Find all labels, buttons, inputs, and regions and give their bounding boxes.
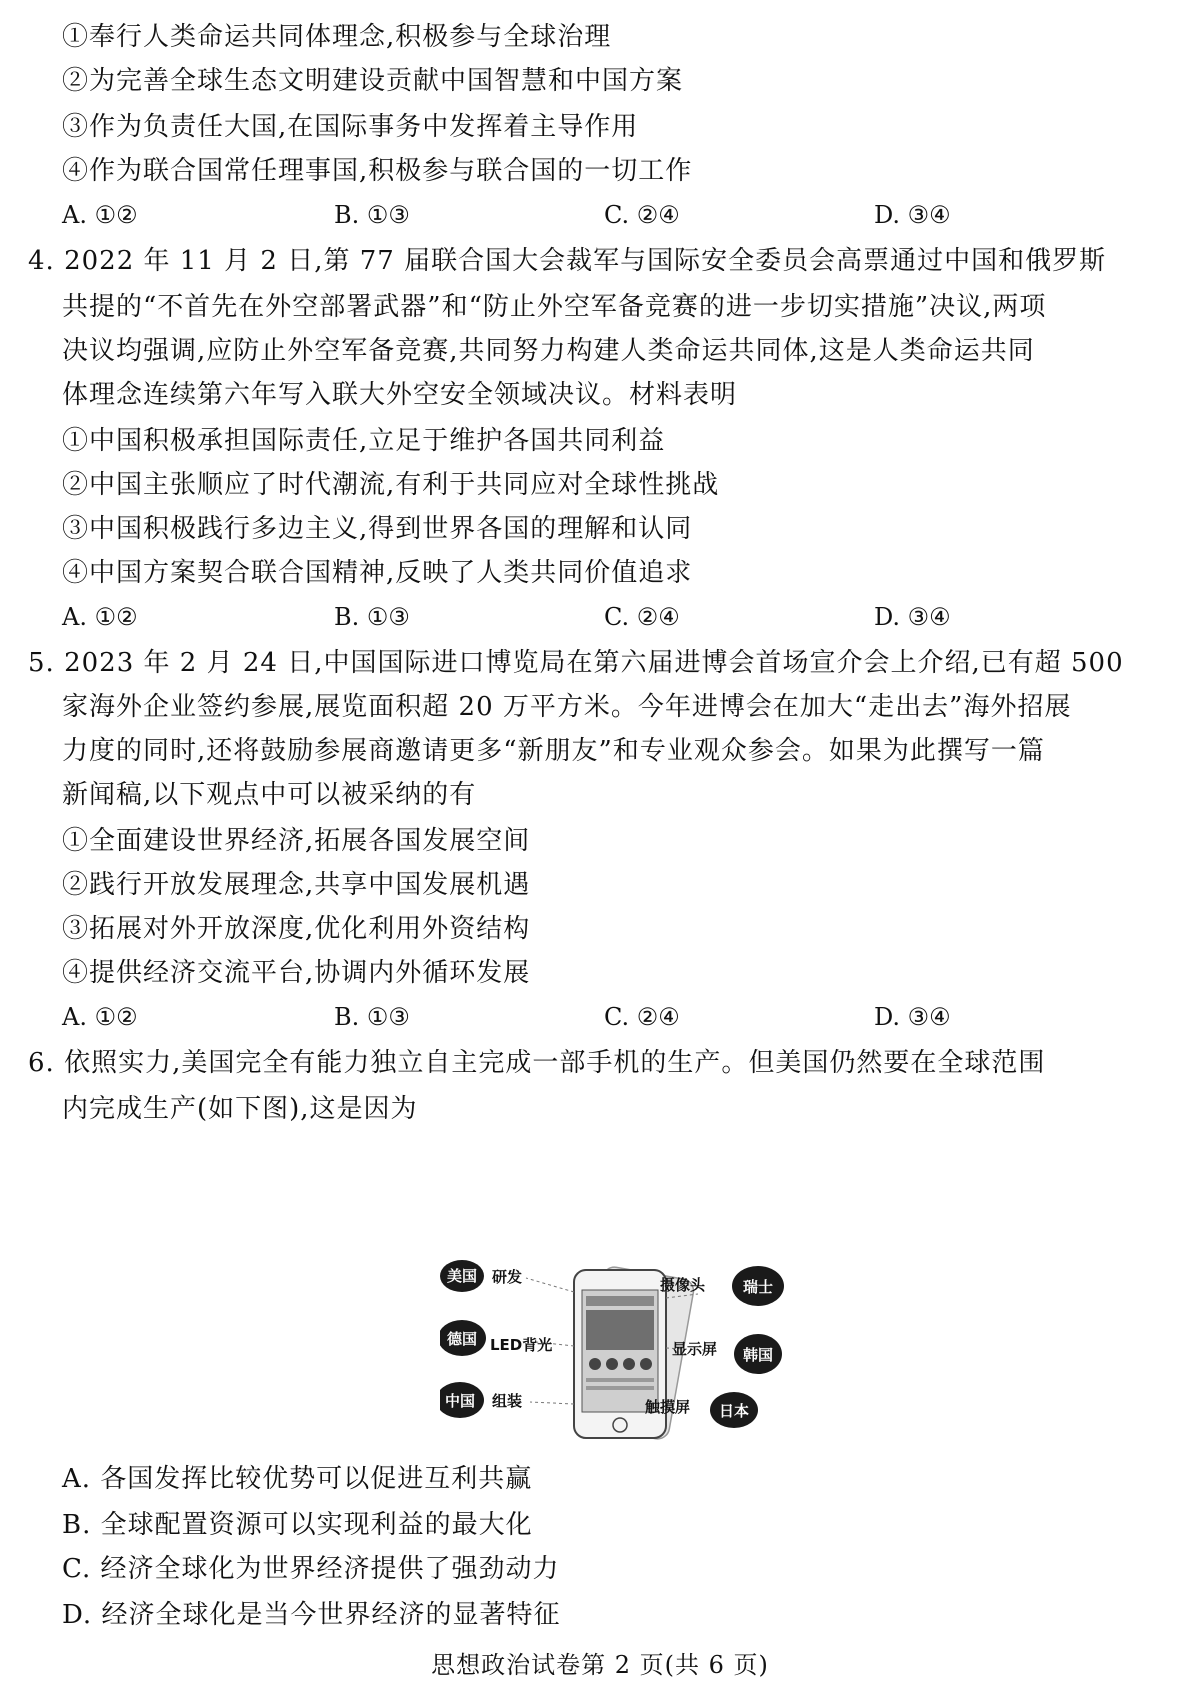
- page-footer: 思想政治试卷第 2 页(共 6 页): [431, 1651, 769, 1679]
- country-germany: 德国: [446, 1330, 478, 1348]
- q5-option-c: C. ②④: [604, 1003, 680, 1031]
- part-display: 显示屏: [672, 1340, 718, 1358]
- app-icon-2: [606, 1358, 618, 1370]
- q5-stem-line-4: 新闻稿,以下观点中可以被采纳的有: [62, 780, 477, 810]
- part-camera: 摄像头: [660, 1276, 706, 1294]
- q6-option-c: C. 经济全球化为世界经济提供了强劲动力: [62, 1554, 560, 1584]
- q3-statement-3: ③作为负责任大国,在国际事务中发挥着主导作用: [62, 112, 639, 142]
- q4-option-c: C. ②④: [604, 603, 680, 631]
- phone-screen-row: [586, 1378, 654, 1382]
- q5-statement-2: ②践行开放发展理念,共享中国发展机遇: [62, 870, 531, 900]
- q5-option-d: D. ③④: [874, 1003, 951, 1031]
- country-switzerland: 瑞士: [742, 1278, 774, 1296]
- q4-option-d: D. ③④: [874, 603, 951, 631]
- q3-option-b: B. ①③: [334, 201, 410, 229]
- role-assembly: 组装: [492, 1392, 523, 1410]
- q3-option-c: C. ②④: [604, 201, 680, 229]
- q3-statement-2: ②为完善全球生态文明建设贡献中国智慧和中国方案: [62, 66, 684, 96]
- q6-option-d: D. 经济全球化是当今世界经济的显著特征: [62, 1600, 561, 1630]
- q3-option-d: D. ③④: [874, 201, 951, 229]
- q6-stem-line-1: 6. 依照实力,美国完全有能力独立自主完成一部手机的生产。但美国仍然要在全球范围: [28, 1048, 1046, 1078]
- q3-option-a: A. ①②: [62, 201, 138, 229]
- q5-option-b: B. ①③: [334, 1003, 410, 1031]
- q6-option-a: A. 各国发挥比较优势可以促进互利共赢: [62, 1464, 533, 1494]
- q4-stem-line-3: 决议均强调,应防止外空军备竞赛,共同努力构建人类命运共同体,这是人类命运共同: [62, 336, 1035, 366]
- q5-statement-4: ④提供经济交流平台,协调内外循环发展: [62, 958, 531, 988]
- q4-option-a: A. ①②: [62, 603, 138, 631]
- q3-statement-4: ④作为联合国常任理事国,积极参与联合国的一切工作: [62, 156, 693, 186]
- app-icon-4: [640, 1358, 652, 1370]
- q5-statement-3: ③拓展对外开放深度,优化利用外资结构: [62, 914, 531, 944]
- connector-line: [526, 1278, 574, 1292]
- q4-statement-4: ④中国方案契合联合国精神,反映了人类共同价值追求: [62, 558, 693, 588]
- q5-stem-line-1: 5. 2023 年 2 月 24 日,中国国际进口博览局在第六届进博会首场宣介会上介绍,已有超 500: [28, 648, 1124, 678]
- role-research: 研发: [492, 1268, 523, 1286]
- phone-screen-header: [586, 1296, 654, 1306]
- q4-stem-line-1: 4. 2022 年 11 月 2 日,第 77 届联合国大会裁军与国际安全委员会高票通过中国和俄罗斯: [28, 246, 1107, 276]
- q5-option-a: A. ①②: [62, 1003, 138, 1031]
- q4-statement-2: ②中国主张顺应了时代潮流,有利于共同应对全球性挑战: [62, 470, 720, 500]
- app-icon-3: [623, 1358, 635, 1370]
- phone-screen-row: [586, 1386, 654, 1390]
- app-icon-1: [589, 1358, 601, 1370]
- q6-option-b: B. 全球配置资源可以实现利益的最大化: [62, 1510, 533, 1540]
- country-usa: 美国: [446, 1267, 478, 1285]
- country-japan: 日本: [718, 1402, 750, 1420]
- q6-stem-line-2: 内完成生产(如下图),这是因为: [62, 1094, 418, 1124]
- q3-statement-1: ①奉行人类命运共同体理念,积极参与全球治理: [62, 22, 612, 52]
- q4-option-b: B. ①③: [334, 603, 410, 631]
- phone-screen: [582, 1290, 658, 1412]
- q5-stem-line-2: 家海外企业签约参展,展览面积超 20 万平方米。今年进博会在加大“走出去”海外招展: [62, 692, 1072, 722]
- part-touchscreen: 触摸屏: [645, 1398, 691, 1416]
- q4-statement-1: ①中国积极承担国际责任,立足于维护各国共同利益: [62, 426, 666, 456]
- connector-line: [530, 1402, 574, 1404]
- phone-production-figure: [440, 1258, 830, 1448]
- q5-statement-1: ①全面建设世界经济,拓展各国发展空间: [62, 826, 531, 856]
- role-led-backlight: LED背光: [490, 1336, 553, 1354]
- country-korea: 韩国: [742, 1346, 774, 1364]
- phone-screen-banner: [586, 1310, 654, 1350]
- q4-stem-line-2: 共提的“不首先在外空部署武器”和“防止外空军备竞赛的进一步切实措施”决议,两项: [62, 292, 1047, 322]
- q4-statement-3: ③中国积极践行多边主义,得到世界各国的理解和认同: [62, 514, 693, 544]
- country-china: 中国: [444, 1392, 476, 1410]
- q4-stem-line-4: 体理念连续第六年写入联大外空安全领域决议。材料表明: [62, 380, 738, 410]
- q5-stem-line-3: 力度的同时,还将鼓励参展商邀请更多“新朋友”和专业观众参会。如果为此撰写一篇: [62, 736, 1045, 766]
